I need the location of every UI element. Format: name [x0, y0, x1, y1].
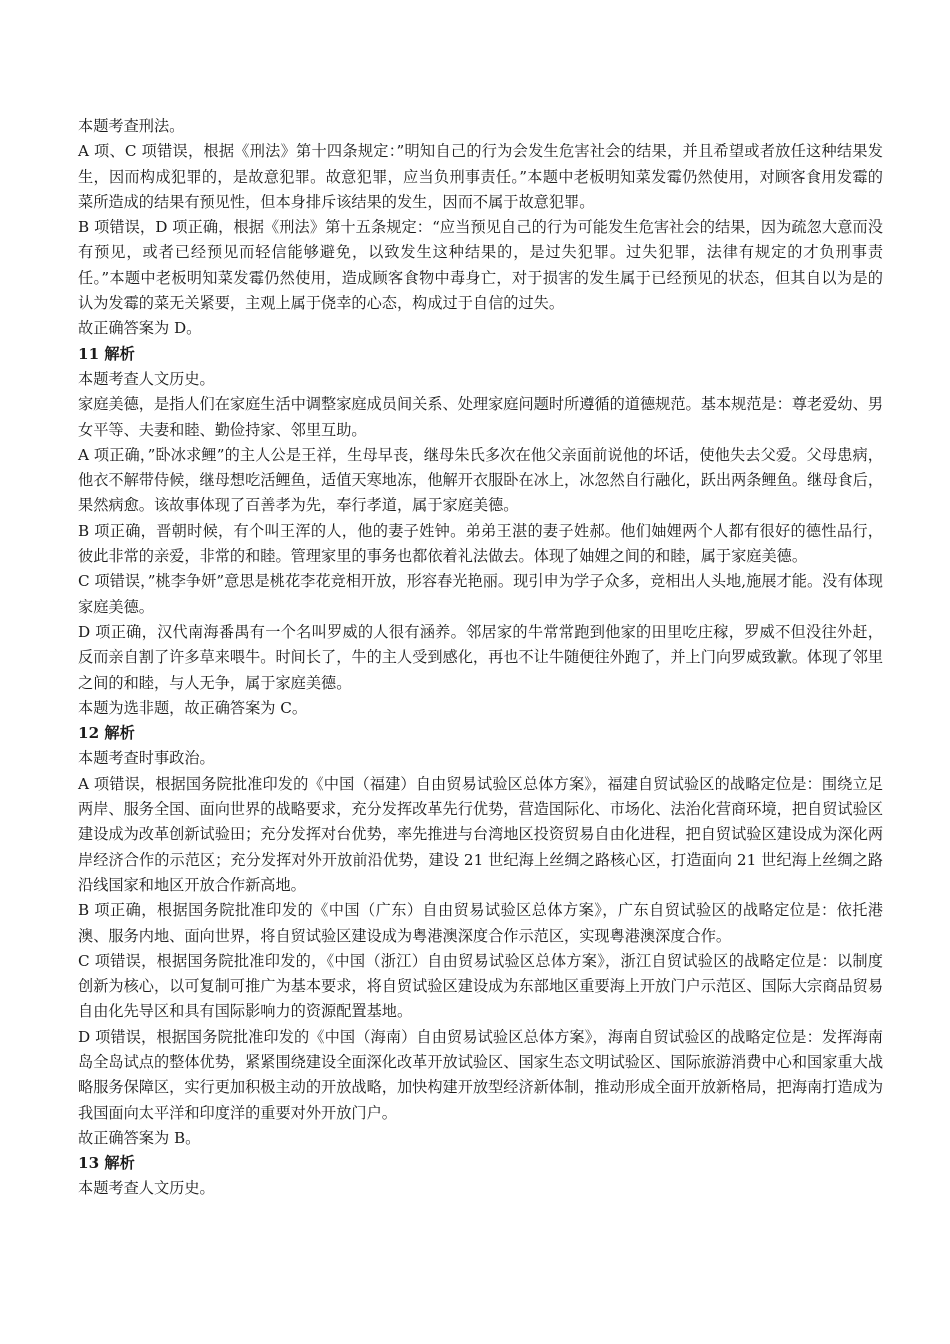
answer-section [78, 721, 883, 1151]
paragraph: D 项错误，根据国务院批准印发的《中国（海南）自由贸易试验区总体方案》，海南自贸试验区的战略定位是：发挥海南岛全岛试点的整体优势，紧紧围绕建设全面深化改革开放试验区、国家生态文明试验区、国际旅游消费中心和国家重大战略服务保障区，实行更加积极主动的开放战略，加快构建开放型经济新体制，推动形成全面开放新格局，把海南打造成为我国面向太平洋和印度洋的重要对外开放门户。 [78, 1027, 883, 1122]
answer-section [78, 342, 883, 721]
paragraph: 本题考查刑法。 [78, 117, 185, 135]
paragraph: 本题考查人文历史。 [78, 1179, 215, 1198]
paragraph: 故正确答案为 D。 [78, 319, 202, 338]
paragraph: B 项正确，晋朝时候，有个叫王浑的人，他的妻子姓钟。弟弟王湛的妻子姓郝。他们妯娌两个人都有很好的德性品行，彼此非常的亲爱，非常的和睦。管理家里的事务也都依着礼法做去。体现了妯娌之间的和睦，属于家庭美德。 [78, 521, 883, 566]
paragraph: A 项正确，”卧冰求鲤”的主人公是王祥，生母早丧，继母朱氏多次在他父亲面前说他的坏话，使他失去父爱。父母患病，他衣不解带侍候，继母想吃活鲤鱼，适值天寒地冻，他解开衣服卧在冰上，冰忽然自行融化，跃出两条鲤鱼。继母食后，果然病愈。该故事体现了百善孝为先，奉行孝道，属于家庭美德。 [78, 445, 883, 515]
paragraph: B 项正确，根据国务院批准印发的《中国（广东）自由贸易试验区总体方案》，广东自贸试验区的战略定位是：依托港澳、服务内地、面向世界，将自贸试验区建设成为粤港澳深度合作示范区，实现粤港澳深度合作。 [78, 901, 883, 945]
paragraph: D 项正确，汉代南海番禺有一个名叫罗威的人很有涵养。邻居家的牛常常跑到他家的田里吃庄稼，罗威不但没往外赶，反而亲自割了许多草来喂牛。时间长了，牛的主人受到感化，再也不让牛随便往外跑了，并上门向罗威致歉。体现了邻里之间的和睦，与人无争，属于家庭美德。 [78, 622, 883, 692]
document-page [78, 114, 883, 1202]
paragraph: A 项错误，根据国务院批准印发的《中国（福建）自由贸易试验区总体方案》，福建自贸试验区的战略定位是：围绕立足两岸、服务全国、面向世界的战略要求，充分发挥改革先行优势，营造国际化、市场化、法治化营商环境，把自贸试验区建设成为改革创新试验田；充分发挥对台优势，率先推进与台湾地区投资贸易自由化进程，把自贸试验区建设成为深化两岸经济合作的示范区；充分发挥对外开放前沿优势，建设 21 世纪海上丝绸之路核心区，打造面向 21 世纪海上丝绸之路沿线国家和地区开放合作新高地。 [78, 774, 883, 894]
section-heading: 11 解析 [78, 344, 135, 363]
paragraph: B 项错误，D 项正确，根据《刑法》第十五条规定：“应当预见自己的行为可能发生危害社会的结果，因为疏忽大意而没有预见，或者已经预见而轻信能够避免，以致发生这种结果的，是过失犯罪。过失犯罪，法律有规定的才负刑事责任。”本题中老板明知菜发霉仍然使用，造成顾客食物中毒身亡，对于损害的发生属于已经预见的状态，但其自以为是的认为发霉的菜无关紧要，主观上属于侥幸的心态，构成过于自信的过失。 [78, 218, 883, 313]
paragraph: C 项错误，根据国务院批准印发的，《中国（浙江）自由贸易试验区总体方案》，浙江自贸试验区的战略定位是：以制度创新为核心，以可复制可推广为基本要求，将自贸试验区建设成为东部地区重要海上开放门户示范区、国际大宗商品贸易自由化先导区和具有国际影响力的资源配置基地。 [78, 951, 883, 1021]
paragraph: 故正确答案为 B。 [78, 1128, 201, 1147]
paragraph: 本题为选非题，故正确答案为 C。 [78, 698, 308, 717]
section-heading: 13 解析 [78, 1154, 135, 1173]
section-heading: 12 解析 [78, 724, 135, 743]
answer-section [78, 1151, 883, 1202]
answer-section [78, 114, 883, 342]
paragraph: 家庭美德，是指人们在家庭生活中调整家庭成员间关系、处理家庭问题时所遵循的道德规范。基本规范是：尊老爱幼、男女平等、夫妻和睦、勤俭持家、邻里互助。 [78, 395, 883, 439]
paragraph: C 项错误，”桃李争妍”意思是桃花李花竞相开放，形容春光艳丽。现引申为学子众多，竞相出人头地,施展才能。没有体现家庭美德。 [78, 572, 883, 616]
paragraph: A 项、C 项错误，根据《刑法》第十四条规定：”明知自己的行为会发生危害社会的结果，并且希望或者放任这种结果发生，因而构成犯罪的，是故意犯罪。故意犯罪，应当负刑事责任。”本题中老板明知菜发霉仍然使用，对顾客食用发霉的菜所造成的结果有预见性，但本身排斥该结果的发生，因而不属于故意犯罪。 [78, 142, 883, 211]
paragraph: 本题考查时事政治。 [78, 749, 215, 768]
paragraph: 本题考查人文历史。 [78, 369, 215, 388]
